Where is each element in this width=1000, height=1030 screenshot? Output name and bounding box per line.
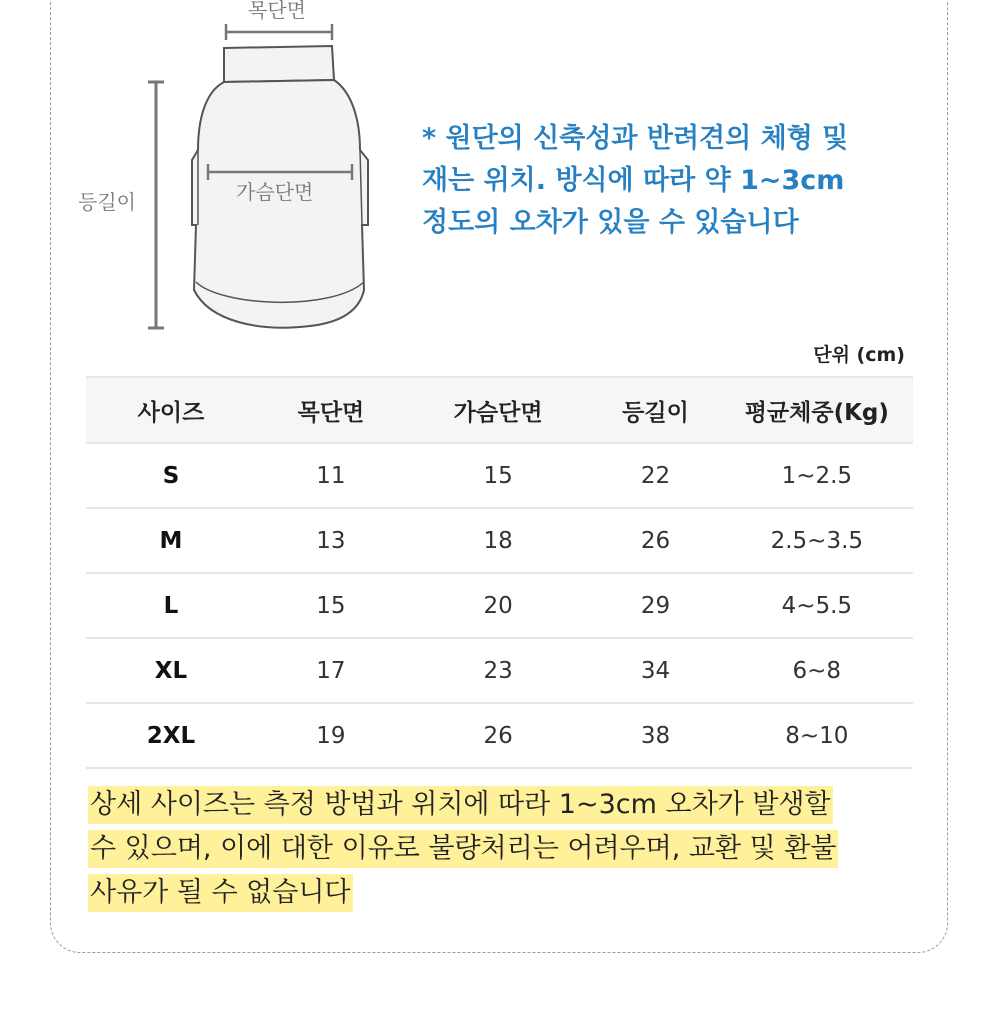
header-size: 사이즈: [86, 377, 256, 443]
size-disclaimer: [88, 783, 928, 915]
notice-line: 정도의 오차가 있을 수 있습니다: [422, 207, 799, 238]
back-length-cell: 34: [590, 638, 720, 703]
size-cell: M: [86, 508, 256, 573]
neck-cell: 15: [256, 573, 406, 638]
back-length-cell: 38: [590, 703, 720, 768]
disclaimer-line: 상세 사이즈는 측정 방법과 위치에 따라 1~3cm 오차가 발생할: [88, 786, 833, 824]
back-length-cell: 29: [590, 573, 720, 638]
chest-cell: 26: [406, 703, 590, 768]
back-length-cell: 22: [590, 443, 720, 508]
neck-cell: 17: [256, 638, 406, 703]
table-row: [86, 638, 913, 703]
size-table: [86, 376, 913, 769]
measurement-notice: [422, 118, 942, 244]
weight-cell: 8~10: [721, 703, 913, 768]
chest-cell: 15: [406, 443, 590, 508]
chest-cell: 18: [406, 508, 590, 573]
weight-cell: 1~2.5: [721, 443, 913, 508]
back-length-label: 등길이: [78, 190, 136, 214]
weight-cell: 4~5.5: [721, 573, 913, 638]
notice-line: 재는 위치. 방식에 따라 약 1~3cm: [422, 165, 845, 196]
table-row: [86, 573, 913, 638]
notice-line: * 원단의 신축성과 반려견의 체형 및: [422, 123, 849, 154]
chest-width-label: 가슴단면: [236, 180, 314, 204]
disclaimer-line: 수 있으며, 이에 대한 이유로 불량처리는 어려우며, 교환 및 환불: [88, 830, 838, 868]
chest-cell: 20: [406, 573, 590, 638]
size-cell: XL: [86, 638, 256, 703]
unit-label: 단위 (cm): [813, 344, 905, 366]
header-chest: 가슴단면: [406, 377, 590, 443]
table-header-row: [86, 377, 913, 443]
disclaimer-line: 사유가 될 수 없습니다: [88, 874, 353, 912]
neck-cell: 19: [256, 703, 406, 768]
neck-cell: 11: [256, 443, 406, 508]
size-cell: S: [86, 443, 256, 508]
back-length-cell: 26: [590, 508, 720, 573]
size-cell: L: [86, 573, 256, 638]
weight-cell: 2.5~3.5: [721, 508, 913, 573]
header-avg-weight: 평균체중(Kg): [721, 377, 913, 443]
neck-width-label: 목단면: [248, 0, 306, 22]
chest-cell: 23: [406, 638, 590, 703]
table-row: [86, 508, 913, 573]
table-row: [86, 703, 913, 768]
neck-cell: 13: [256, 508, 406, 573]
size-cell: 2XL: [86, 703, 256, 768]
weight-cell: 6~8: [721, 638, 913, 703]
garment-diagram: [60, 0, 400, 345]
garment-outline-illustration: [60, 0, 400, 345]
table-row: [86, 443, 913, 508]
header-neck: 목단면: [256, 377, 406, 443]
header-back-length: 등길이: [590, 377, 720, 443]
